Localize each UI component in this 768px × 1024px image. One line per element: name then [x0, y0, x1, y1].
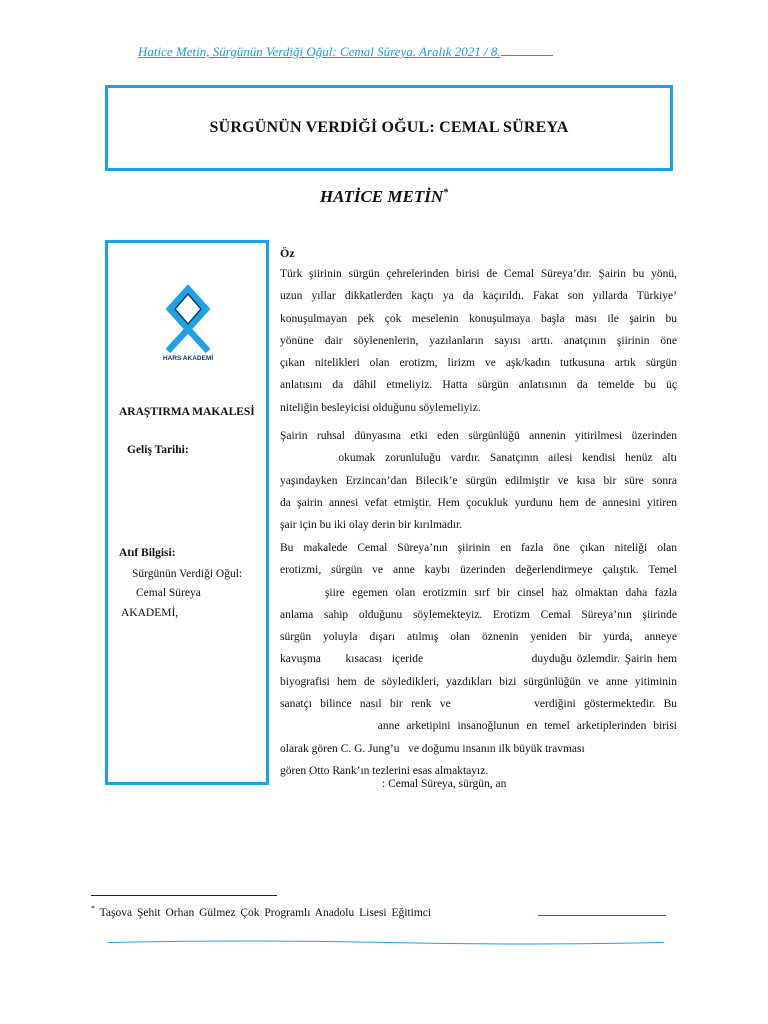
footnote	[91, 904, 431, 919]
footnote-marker: *	[91, 904, 95, 913]
citation-line: Cemal Süreya	[136, 587, 201, 599]
footnote-link-underline[interactable]	[538, 915, 666, 916]
text-line: yönüne dair söylenenlerin, yazılanların sayısı arttı. anatçının şiirinin öne	[280, 334, 677, 347]
citation-line: Sürgünün Verdiği Oğul:	[132, 568, 243, 580]
abstract-paragraph-2	[280, 425, 677, 536]
text-line: Türk şiirinin sürgün çehrelerinden birisi de Cemal Süreya’dır. Şairin bu yönü,	[280, 268, 677, 280]
bottom-decorative-line	[108, 938, 664, 946]
text-line: Şairin ruhsal dünyasına etki eden sürgünlüğü annenin yitirilmesi üzerinden	[280, 430, 677, 442]
text-line: uzun yıllar dikkatlerden kaçtı ya da kaçırıldı. Fakat son yıllarda Türkiye’	[280, 290, 677, 303]
text-line: yaşındayken Erzincan’dan Bilecik’e sürgün edilmiştir ve kısa bir süre sonra	[280, 474, 677, 487]
keywords-line: : Cemal Süreya, sürgün, an	[382, 778, 507, 790]
author-name	[0, 187, 768, 207]
article-info-sidebar	[105, 240, 269, 785]
text-line: şiire egemen olan erotizmin sırf bir cinsel haz olmaktan daha fazla	[280, 586, 677, 599]
text-line: sürgün yoluyla dışarı atılmış olan öznenin yeniden bir yurda, anneye	[280, 631, 677, 644]
abstract-paragraph-1	[280, 263, 677, 419]
hars-akademi-logo	[158, 285, 218, 365]
text-line: anne arketipini insanoğlunun en temel arketiplerinden birisi	[280, 720, 677, 733]
logo-text: HARS AKADEMİ	[162, 355, 214, 362]
text-line: anlatısını da dâhil etmeliyiz. Hatta sürgün anlatısının da temelde bu üç	[280, 379, 677, 392]
abstract-heading: Öz	[280, 246, 295, 260]
footnote-text: Taşova Şehit Orhan Gülmez Çok Programlı Anadolu Lisesi Eğitimci	[99, 906, 432, 919]
article-type: ARAŞTIRMA MAKALESİ	[119, 406, 255, 418]
text-line: okumak zorunluluğu vardır. Sanatçının ailesi kendisi henüz altı	[280, 452, 677, 465]
text-line: da şairin annesi vefat etmiştir. Hem çocukluk yurdunu hem de annesini yitiren	[280, 496, 677, 509]
text-line: anlama sahip olduğunu söylemekteyiz. Erotizm Cemal Süreya’nın şiirinde	[280, 608, 677, 621]
running-header-text[interactable]: Hatice Metin, Sürgünün Verdiği Oğul: Cemal Süreya. Aralık 2021 / 8.	[138, 44, 501, 59]
text-line: niteliğin besleyicisi olduğunu söylemeliyiz.	[280, 401, 481, 414]
received-date-label: Geliş Tarihi:	[127, 444, 189, 456]
abstract-paragraph-3	[280, 537, 677, 782]
text-line: Bu makalede Cemal Süreya’nın şiirinin en fazla öne çıkan niteliği olan	[280, 542, 677, 554]
title-box	[105, 85, 673, 171]
article-title: SÜRGÜNÜN VERDİĞİ OĞUL: CEMAL SÜREYA	[209, 119, 569, 136]
footnote-separator	[91, 895, 277, 896]
text-line: gören Otto Rank’ın tezlerini esas almaktayız.	[280, 764, 489, 777]
running-header-underline	[501, 54, 553, 56]
text-line: erotizmi, sürgün ve anne kaybı üzerinden değerlendirmeye çalıştık. Temel	[280, 564, 677, 577]
text-line: biyografisi hem de söyledikleri, yazdıkları bizi sürgünlüğün ve anne yitiminin	[280, 675, 677, 688]
text-line: şair için bu iki olay derin bir kırılmadır.	[280, 519, 463, 532]
text-line: konuşulmayan pek çok meselenin konuşulmaya başla ması ile şairin bu	[280, 312, 677, 325]
author-footnote-marker: *	[443, 187, 449, 199]
citation-label: Atıf Bilgisi:	[119, 547, 176, 559]
text-line: çıkan nitelikleri olan erotizm, lirizm ve aşk/kadın tutkusuna artık sürgün	[280, 357, 677, 370]
text-line: kavuşma kısacası içeride duyduğu özlemdir. Şairin hem	[280, 653, 677, 666]
text-line: sanatçı bilince nasıl bir renk ve verdiğini göstermektedir. Bu	[280, 698, 677, 711]
running-header[interactable]	[138, 44, 553, 60]
author-text: HATİCE METİN	[319, 187, 444, 206]
text-line: olarak gören C. G. Jung’u ve doğumu insanın ilk büyük travması	[280, 742, 585, 755]
citation-line: AKADEMİ,	[121, 607, 179, 619]
